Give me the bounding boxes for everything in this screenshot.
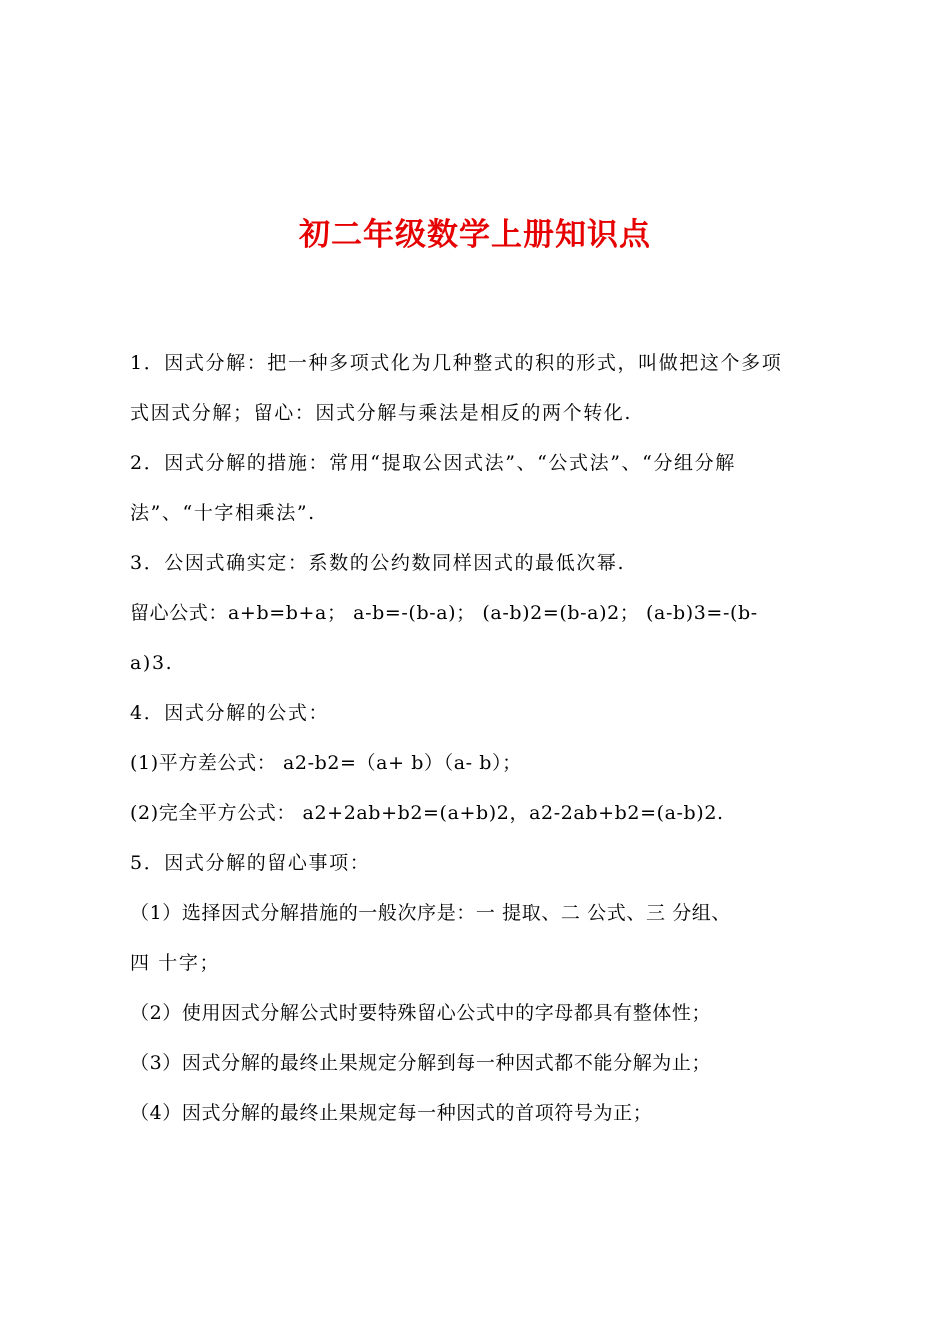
paragraph-line: 4．因式分解的公式： bbox=[130, 702, 330, 724]
document-title: 初二年级数学上册知识点 bbox=[299, 217, 651, 253]
paragraph-line: 2．因式分解的措施：常用“提取公因式法”、“公式法”、“分组分解 bbox=[130, 452, 736, 474]
paragraph-line: （3）因式分解的最终止果规定分解到每一种因式都不能分解为止； bbox=[130, 1052, 712, 1074]
paragraph-line: 5．因式分解的留心事项： bbox=[130, 852, 371, 874]
paragraph-line: （4）因式分解的最终止果规定每一种因式的首项符号为正； bbox=[130, 1102, 653, 1124]
paragraph-line: a)3. bbox=[130, 652, 174, 674]
paragraph-line: 3．公因式确实定：系数的公约数同样因式的最低次幂. bbox=[130, 552, 626, 574]
paragraph-line: 四 十字； bbox=[130, 952, 221, 974]
paragraph-line: （2）使用因式分解公式时要特殊留心公式中的字母都具有整体性； bbox=[130, 1002, 712, 1024]
paragraph-line: (1)平方差公式： a2-b2=（a+ b）（a- b）； bbox=[130, 752, 522, 774]
paragraph-line: 1．因式分解：把一种多项式化为几种整式的积的形式，叫做把这个多项 bbox=[130, 352, 783, 374]
paragraph-line: （1）选择因式分解措施的一般次序是：一 提取、二 公式、三 分组、 bbox=[130, 902, 732, 924]
paragraph-line: 式因式分解；留心：因式分解与乘法是相反的两个转化. bbox=[130, 402, 633, 424]
paragraph-line: 法”、“十字相乘法”. bbox=[130, 502, 316, 524]
document-body bbox=[130, 338, 830, 1138]
paragraph-line: 留心公式：a+b=b+a； a-b=-(b-a)； (a-b)2=(b-a)2； (a-b)3=-(b- bbox=[130, 602, 758, 624]
paragraph-line: (2)完全平方公式： a2+2ab+b2=(a+b)2，a2-2ab+b2=(a-b)2. bbox=[130, 802, 724, 824]
